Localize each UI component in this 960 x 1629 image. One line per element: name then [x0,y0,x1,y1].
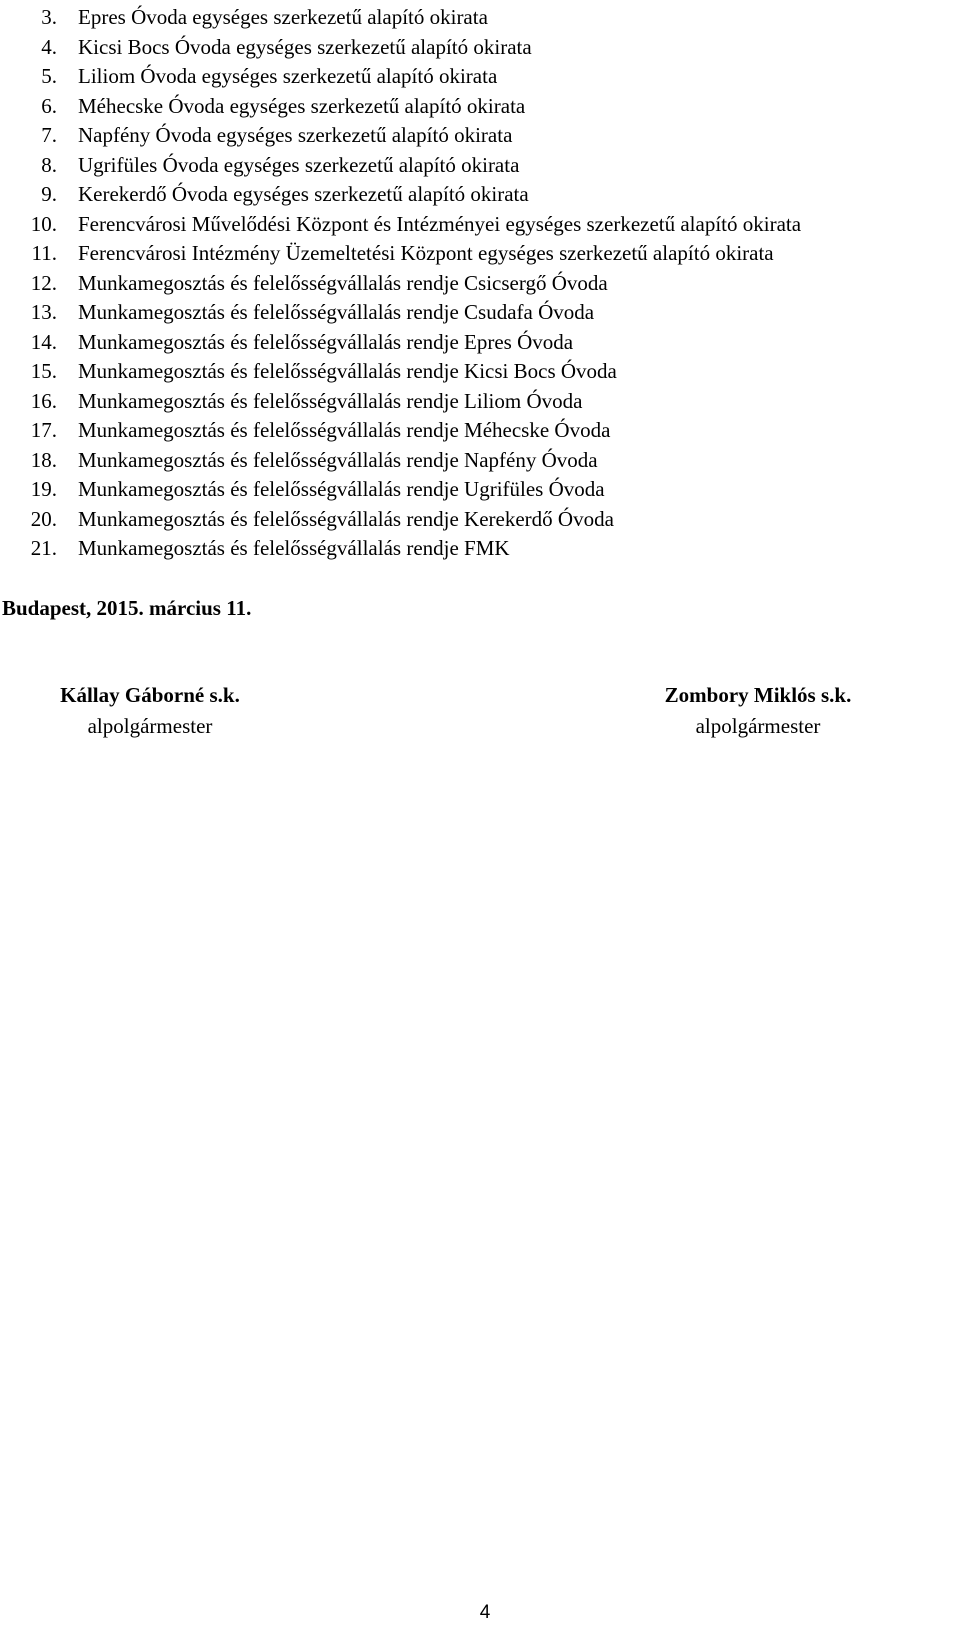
list-item [0,151,960,181]
item-text: Munkamegosztás és felelősségvállalás rendje Méhecske Óvoda [78,418,611,442]
item-number: 6. [41,93,57,118]
item-number: 20. [30,506,57,531]
item-number: 9. [41,182,57,206]
item-number: 11. [31,241,57,265]
document-list [0,3,960,564]
list-item [0,446,960,476]
page-number: 4 [479,1602,491,1623]
list-item [0,328,960,358]
list-item [0,33,960,63]
item-text: Méhecske Óvoda egységes szerkezetű alapító okirata [78,93,526,118]
list-item [0,121,960,151]
signature-block-left [20,680,280,742]
item-number: 17. [30,418,57,442]
item-text: Kicsi Bocs Óvoda egységes szerkezetű alapító okirata [78,34,532,59]
list-item [0,505,960,535]
item-text: Munkamegosztás és felelősségvállalás rendje Ugrifüles Óvoda [78,477,605,501]
list-item [0,210,960,240]
list-item [0,416,960,446]
item-number: 10. [30,211,57,236]
item-number: 13. [30,300,57,324]
list-item [0,269,960,299]
list-item [0,239,960,269]
signatory-title: alpolgármester [695,714,821,738]
list-item [0,92,960,122]
item-number: 12. [30,270,57,295]
list-item [0,475,960,505]
date-line: Budapest, 2015. március 11. [2,596,252,620]
item-text: Ugrifüles Óvoda egységes szerkezetű alapító okirata [78,152,520,177]
list-item [0,357,960,387]
item-number: 15. [30,359,57,383]
list-item [0,180,960,210]
item-number: 8. [41,152,57,177]
item-number: 14. [30,329,57,354]
list-item [0,3,960,33]
signatory-name: Kállay Gáborné s.k. [60,683,240,707]
item-number: 16. [30,388,57,413]
item-number: 4. [41,34,57,59]
item-number: 21. [30,536,57,560]
item-text: Munkamegosztás és felelősségvállalás rendje Csicsergő Óvoda [78,270,608,295]
item-number: 18. [30,447,57,472]
item-text: Munkamegosztás és felelősségvállalás rendje Napfény Óvoda [78,447,598,472]
list-item [0,534,960,564]
item-text: Munkamegosztás és felelősségvállalás rendje FMK [78,536,510,560]
item-text: Munkamegosztás és felelősségvállalás rendje Kicsi Bocs Óvoda [78,359,617,383]
signature-block-right [630,680,886,742]
item-number: 19. [30,477,57,501]
item-text: Liliom Óvoda egységes szerkezetű alapító okirata [78,64,498,88]
item-text: Napfény Óvoda egységes szerkezetű alapító okirata [78,123,513,147]
item-text: Ferencvárosi Intézmény Üzemeltetési Központ egységes szerkezetű alapító okirata [78,241,774,265]
item-number: 7. [41,123,57,147]
list-item [0,387,960,417]
item-text: Munkamegosztás és felelősségvállalás rendje Kerekerdő Óvoda [78,506,614,531]
item-text: Munkamegosztás és felelősségvállalás rendje Csudafa Óvoda [78,300,595,324]
signatory-name: Zombory Miklós s.k. [664,683,852,707]
item-text: Munkamegosztás és felelősségvállalás rendje Liliom Óvoda [78,388,583,413]
item-text: Munkamegosztás és felelősségvállalás rendje Epres Óvoda [78,329,574,354]
item-text: Ferencvárosi Művelődési Központ és Intézményei egységes szerkezetű alapító okirata [78,211,802,236]
signatory-title: alpolgármester [87,714,213,738]
item-text: Epres Óvoda egységes szerkezetű alapító okirata [78,5,488,29]
item-text: Kerekerdő Óvoda egységes szerkezetű alapító okirata [78,182,529,206]
list-item [0,62,960,92]
list-item [0,298,960,328]
item-number: 3. [41,5,57,29]
item-number: 5. [41,64,57,88]
